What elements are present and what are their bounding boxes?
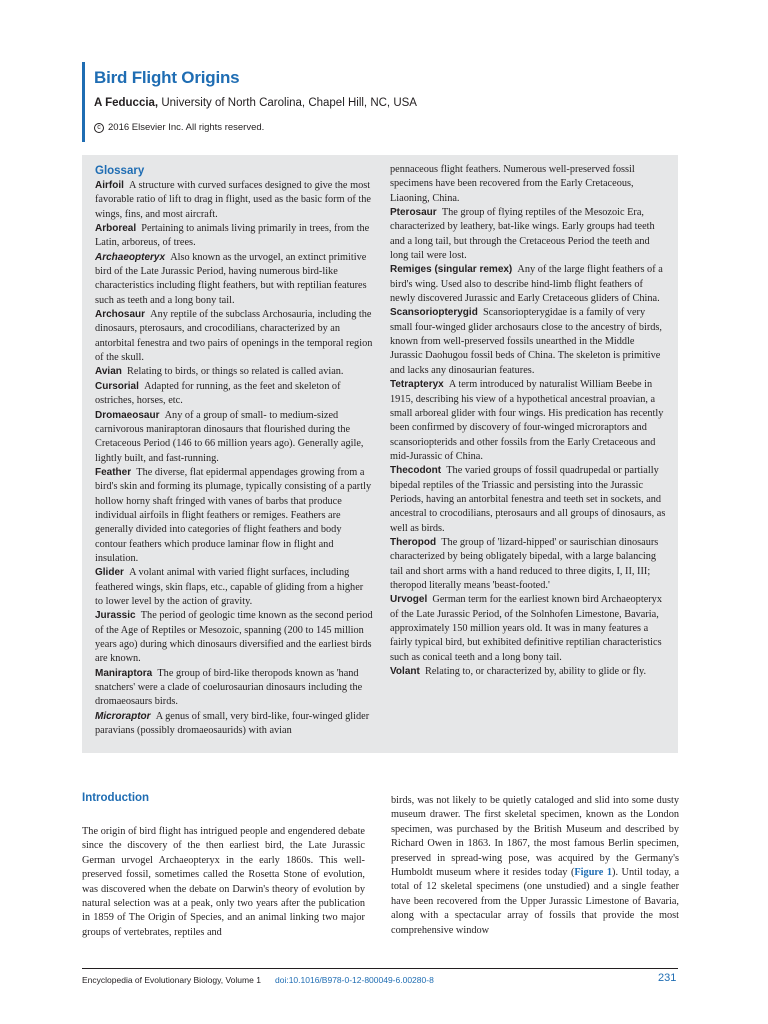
glossary-entry [95, 667, 373, 710]
glossary-term: Arboreal [95, 223, 137, 235]
glossary-entry [95, 308, 373, 365]
glossary-term: Feather [95, 466, 132, 478]
glossary-entry [95, 365, 373, 379]
glossary-definition: Pertaining to animals living primarily in trees, from the Latin, arboreus, of trees. [95, 223, 370, 249]
glossary-term: Pterosaur [390, 207, 437, 219]
glossary-definition: German term for the earliest known bird Archaeopteryx of the Late Jurassic Period, of the Solnhofen Limestone, Bavaria, approximately 150 million years old. It was in many features a fairly typical bird, but exhibited definitive reptilian characteristics such as conical teeth and a long bony tail. [390, 594, 662, 663]
glossary-entry [390, 593, 668, 665]
copyright-icon: c [94, 123, 104, 133]
glossary-term: Microraptor [95, 710, 151, 722]
glossary-term: Archaeopteryx [95, 251, 166, 263]
glossary-term: Avian [95, 366, 122, 378]
glossary-entry [95, 566, 373, 609]
intro-text-part-b: ). Until today, a total of 12 skeletal specimens (one unstudied) and a single feather have been recovered from the Upper Jurassic Limestone of Bavaria, along with a spectacular array of fossils that provide the most comprehensive window [391, 867, 680, 936]
glossary-term: Urvogel [390, 594, 428, 606]
glossary-definition: Adapted for running, as the feet and skeleton of ostriches, horses, etc. [95, 380, 341, 407]
glossary-definition: Relating to, or characterized by, ability to glide or fly. [424, 666, 647, 678]
author-name: A Feduccia, [94, 97, 159, 109]
intro-paragraph-right [391, 794, 679, 938]
glossary-definition: Any of the large flight feathers of a bird's wing. Used also to describe hind-limb flight feathers of newly discovered Jurassic and Early Cretaceous gliders of China. [390, 264, 663, 305]
glossary-heading: Glossary [95, 165, 145, 177]
title-accent-bar [82, 62, 85, 142]
page-number: 231 [658, 972, 677, 984]
glossary-term: Scansoriopterygid [390, 307, 478, 319]
glossary-entry [95, 179, 373, 222]
footer-rule [82, 968, 678, 969]
intro-paragraph-left: The origin of bird flight has intrigued people and engendered debate since the discovery of the then earliest bird, the Late Jurassic German urvogel Archaeopteryx in the early 1860s. This well-preserved fossil, sometimes called the Rosetta Stone of evolution, was discovered when the debate on Darwin's theory of evolution by natural selection was at a peak, only two years after the publication in 1859 of The Origin of Species, and an animal linking two major groups of vertebrates, reptiles and [82, 826, 365, 938]
glossary-term: Tetrapteryx [390, 379, 444, 391]
footer-journal: Encyclopedia of Evolutionary Biology, Volume 1 [82, 975, 261, 985]
glossary-entry [390, 665, 668, 679]
glossary-entry [95, 380, 373, 409]
glossary-entry [390, 464, 668, 536]
glossary-term: Thecodont [390, 465, 442, 477]
glossary-definition: The period of geologic time known as the second period of the Age of Reptiles or Mesozoic, spanning (200 to 145 million years ago) during which dinosaurs diversified and the earliest birds are known. [95, 610, 373, 665]
glossary-entry [95, 609, 373, 666]
glossary-definition: The varied groups of fossil quadrupedal or partially bipedal reptiles of the Triassic and persisting into the Jurassic Periods, having an antorbital fenestra and teeth set in sockets, and ancestral to crocodilians, pterosaurs and all groups of dinosaurs, as well as birds. [390, 465, 666, 534]
glossary-term: Dromaeosaur [95, 409, 160, 421]
glossary-term: Jurassic [95, 610, 136, 622]
glossary-definition: Relating to birds, or things so related is called avian. [127, 366, 344, 378]
glossary-term: Volant [390, 666, 420, 678]
glossary-definition: The diverse, flat epidermal appendages growing from a bird's skin and forming its plumage, typically consisting of a partly hollow horny shaft fringed with vanes of barbs that produce individual airfoils in flight feathers or remiges. Feathers are generally divided into categories of flight feathers and body contour feathers which produce laminar flow in flight and insulation. [95, 466, 372, 564]
footer-doi-link[interactable]: doi:10.1016/B978-0-12-800049-6.00280-8 [275, 975, 434, 985]
glossary-term: Cursorial [95, 380, 139, 392]
glossary-entry [390, 306, 668, 378]
article-title: Bird Flight Origins [94, 68, 240, 87]
glossary-definition: A term introduced by naturalist William Beebe in 1915, describing his view of a hypothetical ancestral proavian, a small arboreal glider with four wings. His predication has recently been confirmed by discovery of four-winged microraptors and scansoriopterids and other fossils from the Early Cretaceous and mid-Jurassic of China. [390, 379, 664, 462]
glossary-definition: Any of a group of small- to medium-sized carnivorous maniraptoran dinosaurs that flourished during the Cretaceous Period (146 to 66 million years ago). Generally agile, lightly built, and fast-running. [95, 409, 364, 464]
author-line [94, 97, 417, 109]
author-affiliation: University of North Carolina, Chapel Hill, NC, USA [158, 97, 417, 109]
glossary-term: Airfoil [95, 180, 124, 191]
glossary-definition: Also known as the urvogel, an extinct primitive bird of the Late Jurassic Period, having numerous bird-like characteristics including flight feathers, but with reptilian features such as teeth and a long bony tail. [95, 251, 367, 306]
glossary-entry [95, 222, 373, 251]
glossary-entries-left [95, 179, 373, 738]
copyright-text: 2016 Elsevier Inc. All rights reserved. [108, 122, 265, 133]
glossary-term: Remiges (singular remex) [390, 264, 513, 276]
glossary-entry [95, 251, 373, 308]
glossary-entry [390, 378, 668, 464]
glossary-definition: A structure with curved surfaces designed to give the most favorable ratio of lift to drag in flight, used as the basic form of the wings, fins, and most aircraft. [95, 180, 371, 220]
glossary-definition: A genus of small, very bird-like, four-winged glider paravians (possibly dromaeosaurids) with avian [95, 710, 370, 737]
glossary-box [82, 155, 678, 753]
section-heading-introduction: Introduction [82, 792, 150, 804]
glossary-entry [390, 206, 668, 263]
glossary-term: Maniraptora [95, 667, 153, 679]
glossary-term: Glider [95, 567, 124, 579]
glossary-entry [390, 536, 668, 593]
glossary-entry [95, 710, 373, 739]
glossary-term: Archosaur [95, 309, 146, 321]
glossary-definition: The group of 'lizard-hipped' or saurischian dinosaurs characterized by being obligately bipedal, with a large balancing tail and short arms with a hand reduced to three digits, I, II, III; theropod literally means 'beast-footed.' [390, 536, 659, 591]
glossary-definition: Any reptile of the subclass Archosauria, including the dinosaurs, pterosaurs, and crocodilians, characterized by an antorbital fenestra and two pairs of openings in the temporal region of the skull. [95, 309, 373, 364]
glossary-continuation: pennaceous flight feathers. Numerous well-preserved fossil specimens have been recovered from the Early Cretaceous, Liaoning, China. [390, 164, 635, 204]
glossary-entries-right [390, 206, 668, 679]
glossary-definition: A volant animal with varied flight surfaces, including feathered wings, skin flaps, etc., capable of gliding from a higher to lower level by the action of gravity. [95, 567, 364, 607]
glossary-definition: The group of bird-like theropods known as 'hand snatchers' were a clade of coelurosaurian dinosaurs including the dromaeosaurs birds. [95, 667, 363, 708]
glossary-definition: Scansoriopterygidae is a family of very small four-winged glider archosaurs close to the ancestry of birds, known from well-preserved fossils unearthed in the Middle Jurassic Daohugou fossil beds of China. The skeleton is primitive and lacks any dinosaurian features. [390, 307, 663, 376]
copyright-line [94, 122, 264, 133]
glossary-entry [390, 263, 668, 306]
glossary-column-right [390, 163, 668, 679]
glossary-term: Theropod [390, 536, 437, 548]
intro-text-part-a: birds, was not likely to be quietly cataloged and slid into some dusty museum drawer. The first skeletal specimen, known as the London specimen, was purchased by the British Museum and described by Richard Owen in 1863. In 1867, the most famous Berlin specimen, preserved in spread-wing pose, was acquired by the Germany's Humboldt museum where it resides today ( [391, 795, 679, 879]
glossary-column-left [95, 163, 373, 738]
glossary-definition: The group of flying reptiles of the Mesozoic Era, characterized by leathery, bat-like wings. Early groups had teeth and a long tail, but through the Cretaceous Period the teeth and long tail were lost. [390, 207, 655, 262]
figure-1-link[interactable]: Figure 1 [574, 867, 613, 879]
glossary-entry [95, 409, 373, 466]
glossary-entry [95, 466, 373, 566]
